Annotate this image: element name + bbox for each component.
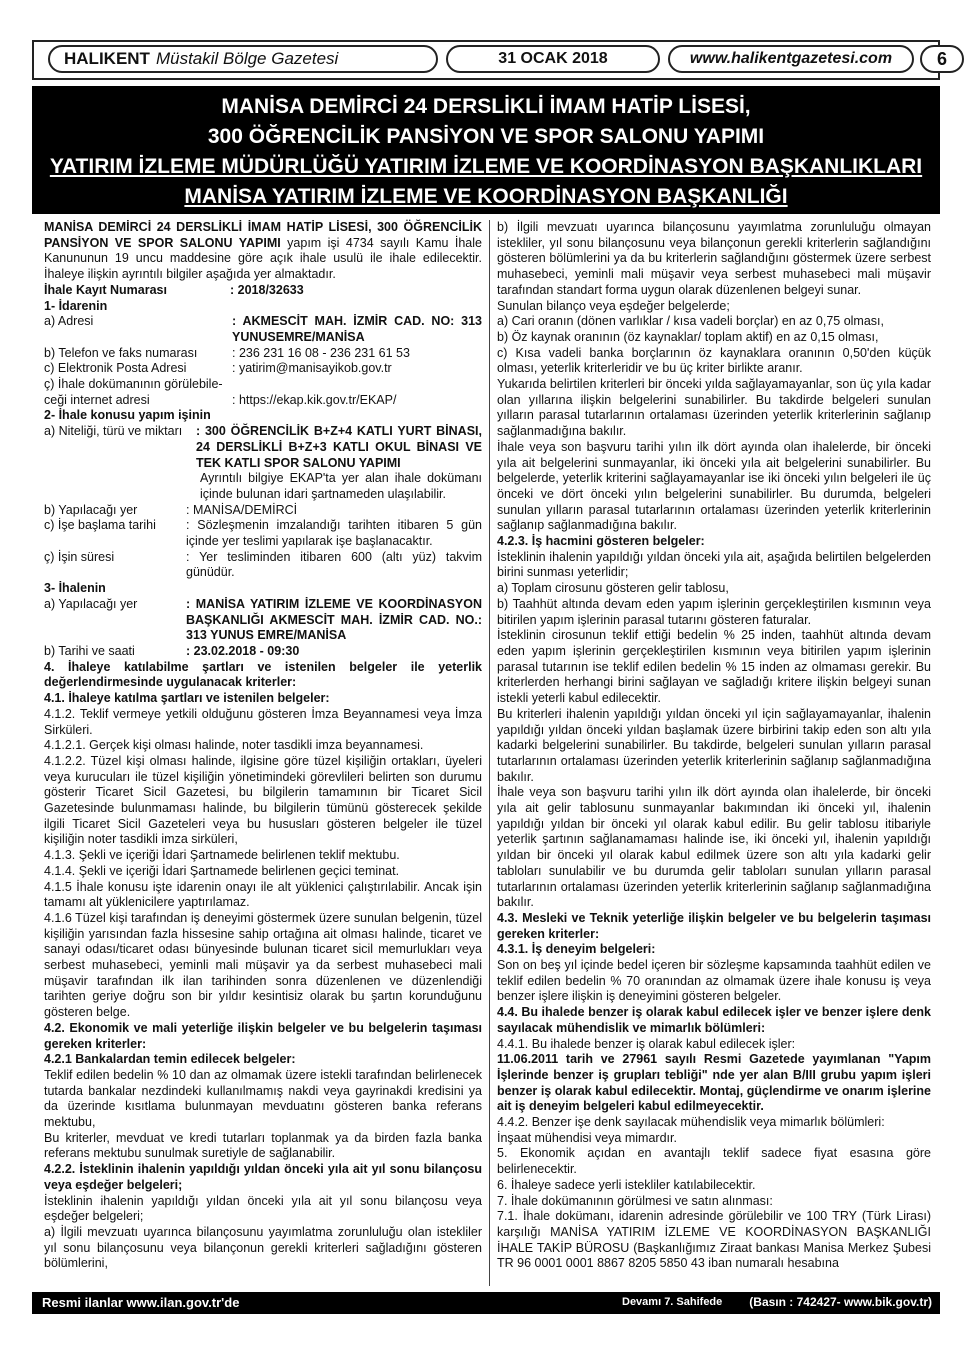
page-footer: [32, 1292, 940, 1314]
footer-continued: Devamı 7. Sahifede: [622, 1296, 723, 1308]
para-4-2-2: 4.2.2. İsteklinin ihalenin yapıldığı yıldan önceki yıla ait yıl sonu bilançosu veya eşdeğer belgeleri;: [44, 1162, 482, 1192]
footer-left-text: Resmi ilanlar www.ilan.gov.tr'de: [42, 1295, 240, 1310]
column-divider: [489, 220, 490, 1286]
title-line-3: YATIRIM İZLEME MÜDÜRLÜĞÜ YATIRIM İZLEME VE KOORDİNASYON BAŞKANLIKLARI: [49, 155, 923, 178]
para-4-2-1: 4.2.1 Bankalardan temin edilecek belgeler:: [44, 1052, 296, 1067]
title-line-1: MANİSA DEMİRCİ 24 DERSLİKLİ İMAM HATİP LİSESİ,: [221, 95, 751, 118]
para-4-2-2-a: a) İlgili mevzuatı uyarınca bilançosunu yayımlatma zorunluluğu olan istekliler yıl sonu bilançosunu veya bilançonun gerekli kriterleri sağladığını gösteren bölümlerini,: [44, 1225, 482, 1271]
footer-press-code: (Basın : 742427- www.bik.gov.tr): [749, 1295, 932, 1309]
para-4-4-2-text: İnşaat mühendisi veya mimardır.: [497, 1130, 677, 1145]
para-4-4-1: 4.4.1. Bu ihalede benzer iş olarak kabul edilecek işler:: [497, 1036, 796, 1051]
intro-paragraph: MANİSA DEMİRCİ 24 DERSLİKLİ İMAM HATİP LİSESİ, 300 ÖĞRENCİLİK PANSİYON VE SPOR SALONU YAPIMI yapım işi 4734 sayılı Kamu İhale Kanununun 19 uncu maddesine göre açık ihale usulü ile ihale edilecektir. İhaleye ilişkin ayrıntılı bilgiler aşağıda yer almaktadır.: [44, 220, 482, 282]
tender-registration: İhale Kayıt Numarası : 2018/32633: [44, 282, 304, 297]
para-4-4-2: 4.4.2. Benzer işe denk sayılacak mühendislik veya mimarlık bölümleri:: [497, 1115, 885, 1130]
para-4-2: 4.2. Ekonomik ve mali yeterliğe ilişkin belgeler ve bu belgelerin taşıması gereken kriterler:: [44, 1020, 482, 1051]
para-balance-intro: Sunulan bilanço veya eşdeğer belgelerde;: [497, 298, 730, 313]
para-5: 5. Ekonomik açıdan en avantajlı teklif sadece fiyat esasına göre belirlenecektir.: [497, 1146, 931, 1177]
website-link[interactable]: www.halikentgazetesi.com: [668, 45, 914, 73]
newspaper-header: [32, 40, 947, 80]
brand-subtitle: Müstakil Bölge Gazetesi: [155, 49, 339, 68]
address-row: a) Adresi : AKMESCİT MAH. İZMİR CAD. NO: 313 YUNUSEMRE/MANİSA: [44, 314, 482, 344]
para-4-3-1: 4.3.1. İş deneyim belgeleri:: [497, 942, 656, 957]
para-4-1-2-1: 4.1.2.1. Gerçek kişi olması halinde, noter tasdikli imza beyannamesi.: [44, 738, 424, 753]
left-column: [44, 220, 482, 1272]
para-4-1-2: 4.1.2. Teklif vermeye yetkili olduğunu gösteren İmza Beyannamesi veya İmza Sirküleri.: [44, 706, 482, 737]
section-3-heading: 3- İhalenin: [44, 581, 106, 596]
phone-row: b) Telefon ve faks numarası : 236 231 16 08 - 236 231 61 53: [44, 345, 410, 360]
para-4-2-3: 4.2.3. İş hacmini gösteren belgeler:: [497, 534, 705, 549]
issue-date: 31 OCAK 2018: [446, 45, 660, 73]
para-7-1: 7.1. İhale dokümanı, idarenin adresinde görülebilir ve 100 TRY (Türk Lirası) karşılığı MANİSA YATIRIM İZLEME VE KOORDİNASYON BAŞKANLIĞI İHALE TAKİP BÜROSU (Başkanlığımız Ziraat bankası Manisa Merkez Şubesi TR 96 0001 0001 8867 8205 5850 43 iban numaralı hesabına: [497, 1209, 931, 1271]
start-date-row: c) İşe başlama tarihi : Sözleşmenin imzalandığı tarihten itibaren 5 gün içinde yer teslimi yapılarak işe başlanacaktır.: [44, 518, 482, 549]
para-first-four-months: İhale veya son başvuru tarihi yılın ilk dört ayında olan ihalelerde, bir önceki yıla ait belgelerini sunmayanlar, iki önceki yıla ait belgelerini sunabilirler. Bu belgelerde, yeterlik kriterini sağlayamayanlar ise iki önceki yılın belgeleri ile üç önceki ve dört önceki yılın belgelerini sunabilirler. Bu durumda, belgeleri sunulan yılların parasal tutarlarının ortalaması üzerinden yeterlik kriterlerinin sağlanıp sağlanmadığına bakılır.: [497, 439, 931, 533]
para-4-2-1-text-2: Bu kriterler, mevduat ve kredi tutarları toplanmak ya da birden fazla banka referans mektubu sunulmak suretiyle de sağlanabilir.: [44, 1130, 482, 1161]
para-previous-years: Yukarıda belirtilen kriterleri bir önceki yılda sağlayamayanlar, son üç yıla kadar olan yıllarına ilişkin belgelerini sunabilirler. Bu takdirde belgeleri sunulan yılların parasal tutarlarının ortalaması üzerinden yeterlik kriterlerinin sağlanıp sağlanmadığına bakılır.: [497, 377, 931, 439]
para-4-2-3-text: İsteklinin ihalenin yapıldığı yıldan önceki yıla ait, aşağıda belirtilen belgelerden birini sunması yeterlidir;: [497, 549, 931, 580]
para-4-4: 4.4. Bu ihalede benzer iş olarak kabul edilecek işler ve benzer işlere denk sayılacak mühendislik ve mimarlık bölümleri:: [497, 1005, 931, 1035]
title-line-4: MANİSA YATIRIM İZLEME VE KOORDİNASYON BAŞKANLIĞI: [184, 185, 788, 208]
document-url-label: ç) İhale dokümanının görülebile-: [44, 377, 223, 392]
page-number: 6: [920, 45, 964, 73]
para-7: 7. İhale dokümanının görülmesi ve satın alınması:: [497, 1193, 773, 1208]
para-4-2-3-b: b) Taahhüt altında devam eden yapım işlerinin gerçekleştirilen kısmının veya bitirilen yapım işlerinin parasal tutarını gösteren faturalar.: [497, 596, 931, 627]
para-criteria: Bu kriterleri ihalenin yapıldığı yıldan önceki yıl için sağlayamayanlar, ihalenin yapıldığı yıldan önceki yıldan başlamak üzere birbirini takip eden son altı yıla kadarki belgelerini sunabilirler. Bu takdirde, belgeleri sunulan yılların parasal tutarlarının ortalaması üzerinden yeterlik kriterlerinin sağlanıp sağlanmadığına bakılır.: [497, 706, 931, 784]
section-4-heading: 4. İhaleye katılabilme şartları ve istenilen belgeler ile yeterlik değerlendirmesinde uygulanacak kriterler:: [44, 659, 482, 690]
ratio-a: a) Cari oranın (dönen varlıklar / kısa vadeli borçlar) en az 0,75 olması,: [497, 314, 884, 329]
right-column: [497, 220, 931, 1272]
tender-place-row: a) Yapılacağı yer : MANİSA YATIRIM İZLEME VE KOORDİNASYON BAŞKANLIĞI AKMESCİT MAH. İZMİR CAD. NO.: 313 YUNUS EMRE/MANİSA: [44, 596, 482, 643]
para-4-4-1-text: 11.06.2011 tarih ve 27961 sayılı Resmi Gazetede yayımlanan "Yapım İşlerinde benzer iş grupları tebliği" nde yer alan B/III grubu yapım işleri benzer iş olarak kabul edilecektir. Montaj, güçlendirme ve onarım işlerine ait iş deneyim belgeleri kabul edilmeyecektir.: [497, 1052, 931, 1114]
email-row: c) Elektronik Posta Adresi : yatirim@manisayikob.gov.tr: [44, 361, 392, 376]
para-4-3: 4.3. Mesleki ve Teknik yeterliğe ilişkin belgeler ve bu belgelerin taşıması gereken kriterler:: [497, 910, 931, 941]
document-url-row: ceği internet adresi : https://ekap.kik.gov.tr/EKAP/: [44, 393, 482, 409]
para-6: 6. İhaleye sadece yerli istekliler katılabilecektir.: [497, 1177, 756, 1192]
para-b-balance: b) İlgili mevzuatı uyarınca bilançosunu yayımlatma zorunluluğu olmayan istekliler, yıl sonu bilançosunu veya bilançonun gerekli kriterlerin sağlandığını gösteren bölümlerini ya da bu kriterlerin sağlandığını göstermek üzere serbest muhasebeci, yeminli mali müşavir veya serbest muhasebeci mali müşavir tarafından standart forma uygun olarak düzenlenen belgeyi sunar.: [497, 220, 931, 297]
masthead: [48, 45, 438, 73]
scope-row: a) Niteliği, türü ve miktarı : 300 ÖĞRENCİLİK B+Z+4 KATLI YURT BİNASI, 24 DERSLİKLİ B+Z+3 KATLI OKUL BİNASI VE TEK KATLI SPOR SALONU YAPIMI: [44, 424, 482, 470]
location-row: b) Yapılacağı yer : MANİSA/DEMİRCİ: [44, 502, 298, 517]
para-4-1-2-2: 4.1.2.2. Tüzel kişi olması halinde, ilgisine göre tüzel kişiliğin ortakları, üyeleri veya kurucuları ile tüzel kişiliğin yönetimindeki görevlileri belirten son durumu gösterir Ticaret Sicil Gazetesi, bu bilgilerin tamamının bir Ticaret Sicil Gazetesinde bulunmaması halinde, bu bilgilerin tümünü gösterecek şekilde ilgili Ticaret Sicil Gazeteleri veya bu hususları gösteren belgeler ile tüzel kişiliğin noter tasdikli imza sirküleri,: [44, 753, 482, 847]
para-4-3-1-text: Son on beş yıl içinde bedel içeren bir sözleşme kapsamında taahhüt edilen ve teklif edilen bedelin % 70 oranından az olmamak üzere ihale konusu iş veya benzer işlere ilişkin iş deneyimini gösteren belgeler.: [497, 958, 931, 1004]
announcement-title: [32, 86, 940, 214]
ratio-c: c) Kısa vadeli banka borçlarının öz kaynaklara oranının 0,50'den küçük olması, yeterlik kriterleridir ve bu üç kriter birlikte aranır.: [497, 345, 931, 376]
brand-name: HALIKENT: [64, 49, 150, 68]
tender-date-row: b) Tarihi ve saati : 23.02.2018 - 09:30: [44, 643, 300, 658]
document-url-link[interactable]: : https://ekap.kik.gov.tr/EKAP/: [232, 392, 397, 407]
scope-note: Ayrıntılı bilgiye EKAP'ta yer alan ihale dokümanı içinde bulunan idari şartnameden ulaşılabilir.: [200, 471, 482, 501]
title-line-2: 300 ÖĞRENCİLİK PANSİYON VE SPOR SALONU YAPIMI: [207, 125, 765, 148]
para-4-2-1-text: Teklif edilen bedelin % 10 dan az olmamak üzere istekli tarafından belirlenecek tutarda bankalar nezdindeki kullanılmamış nakdi veya gayrinakdi kredisini ya da üzerinde kısıtlama bulunmayan mevduatını gösteren banka referans mektubu,: [44, 1067, 482, 1130]
duration-row: ç) İşin süresi : Yer tesliminden itibaren 600 (altı yüz) takvim günüdür.: [44, 549, 482, 580]
para-4-1-4: 4.1.4. Şekli ve içeriği İdari Şartnamede belirlenen geçici teminat.: [44, 863, 400, 878]
section-1-heading: 1- İdarenin: [44, 298, 108, 313]
para-4-1-5: 4.1.5 İhale konusu işte idarenin onayı ile alt yüklenici çalıştırılabilir. Ancak işin tamamı alt yüklenicilere yaptırılamaz.: [44, 879, 482, 910]
para-income-statement: İhale veya son başvuru tarihi yılın ilk dört ayında olan ihalelerde, bir önceki yıla ait gelir tablosunu sunmayanlar bakımından iki önceki yıl, ihalenin yapıldığı yıldan bir önceki yıl olarak kabul edilir. Bu gelir tablosu itibariyle yeterlik şartının sağlanamaması halinde ise, iki önceki yıl, ihalenin yapıldığı yıldan bir önceki yıl olarak kabul edilmek üzere son altı yıla kadarki gelir tabloları sunulabilir ve bu durumda gelir tabloları sunulan yılların parasal tutarlarının ortalaması üzerinden yeterlik kriterlerinin sağlanıp sağlanmadığına bakılır.: [497, 785, 931, 910]
para-4-1-6: 4.1.6 Tüzel kişi tarafından iş deneyimi göstermek üzere sunulan belgenin, tüzel kişiliğin yarısından fazla hissesine sahip ortağına ait olması halinde, ticaret ve sanayi odası/ticaret odası bünyesinde bulunan ticaret sicil memurlukları veya serbest muhasebeci, yeminli mali müşavir ya da serbest muhasebeci mali müşavir tarafından ilk ilan tarihinden sonra düzenlenen ve düzenlendiği tarihten geriye doğru son bir yıldır kesintisiz olarak bu şartın korunduğunu gösteren belge.: [44, 910, 482, 1020]
section-2-heading: 2- İhale konusu yapım işinin: [44, 408, 211, 423]
ratio-b: b) Öz kaynak oranının (öz kaynaklar/ toplam aktif) en az 0,15 olması,: [497, 329, 879, 344]
para-4-2-3-a: a) Toplam cirosunu gösteren gelir tablosu,: [497, 581, 729, 596]
para-4-2-2-text: İsteklinin ihalenin yapıldığı yıldan önceki yıla ait yıl sonu bilançosu veya eşdeğer belgeleri;: [44, 1193, 482, 1224]
para-4-1: 4.1. İhaleye katılma şartları ve istenilen belgeler:: [44, 691, 330, 706]
para-turnover: İsteklinin cirosunun teklif ettiği bedelin % 25 inden, taahhüt altında devam eden yapım işlerinin gerçekleştirilen kısmının veya bitirilen yapım işlerinin parasal tutarının ise teklif edilen bedelin % 15 inden az olmaması gerekir. Bu kriterlerden herhangi birini sağlayan ve sağladığı kritere ilişkin belgeyi sunan istekli yeterli kabul edilecektir.: [497, 628, 931, 706]
para-4-1-3: 4.1.3. Şekli ve içeriği İdari Şartnamede belirlenen teklif mektubu.: [44, 848, 400, 863]
